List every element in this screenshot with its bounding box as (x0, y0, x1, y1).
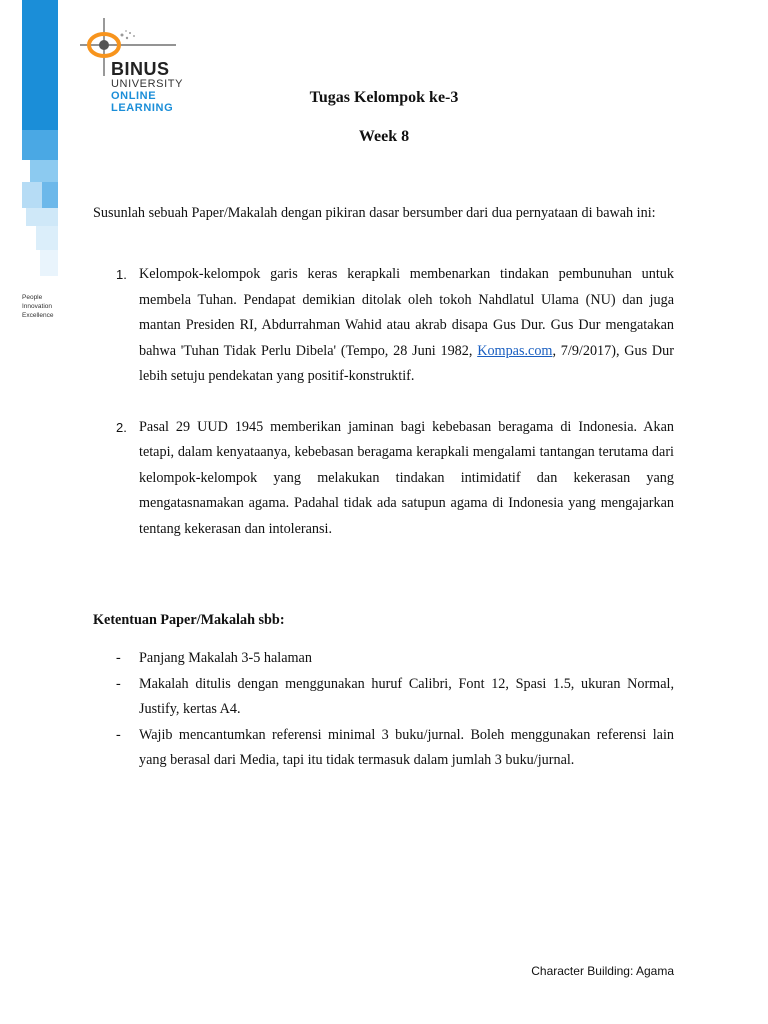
document-title: Tugas Kelompok ke-3 (309, 89, 459, 106)
list-item (93, 262, 674, 390)
document-subtitle: Week 8 (358, 128, 410, 145)
intro-paragraph: Susunlah sebuah Paper/Makalah dengan pikiran dasar bersumber dari dua pernyataan di bawah ini: (93, 205, 656, 221)
list-item (93, 415, 674, 543)
kompas-link[interactable]: Kompas.com (477, 342, 553, 359)
logo-university: UNIVERSITY (111, 78, 184, 90)
item-text: Kelompok-kelompok garis keras kerapkali membenarkan tindakan pembunuhan untuk membela Tuhan. Pendapat demikian ditolak oleh tokoh Nahdlatul Ulama (NU) dan juga mantan Presiden RI, Abdurrahman Wahid atau akrab disapa Gus Dur. Gus Dur mengatakan bahwa 'Tuhan Tidak Perlu Dibela' (Tempo, 28 Juni 1982, (139, 266, 674, 359)
statement-list (93, 262, 674, 542)
tagline-excellence: Excellence (22, 312, 54, 319)
logo-binus: BINUS (111, 59, 170, 79)
tagline (22, 293, 53, 320)
dash-bullet: - (116, 675, 121, 692)
logo-online: ONLINE (111, 90, 157, 102)
item-text-after: , 7/9/2017), Gus Dur lebih setuju pendekatan yang positif-konstruktif. (139, 342, 674, 384)
list-item (93, 672, 674, 723)
list-number: 2. (116, 419, 127, 435)
item-text: Pasal 29 UUD 1945 memberikan jaminan bagi kebebasan beragama di Indonesia. Akan tetapi, dalam kenyataanya, kebebasan beragama kerapkali mengalami tantangan terutama dari kelompok-kelompok yang melakukan tindakan intimidatif dan kekerasan yang mengatasnamakan agama. Padahal tidak ada satupun agama di Indonesia yang mengajarkan tentang kekerasan dan intoleransi. (139, 418, 674, 537)
rule-text: Makalah ditulis dengan menggunakan huruf Calibri, Font 12, Spasi 1.5, ukuran Normal, Justify, kertas A4. (139, 675, 674, 717)
logo-learning: LEARNING (111, 102, 174, 114)
list-item (93, 646, 674, 672)
dash-bullet: - (116, 726, 121, 743)
rules-heading: Ketentuan Paper/Makalah sbb: (93, 612, 285, 628)
page-footer: Character Building: Agama (531, 964, 674, 978)
rules-list (93, 646, 674, 774)
dash-bullet: - (116, 650, 121, 666)
tagline-innovation: Innovation (22, 303, 52, 310)
list-number: 1. (116, 267, 127, 282)
list-item (93, 723, 674, 774)
tagline-people: People (22, 294, 43, 301)
rule-text: Wajib mencantumkan referensi minimal 3 buku/jurnal. Boleh menggunakan referensi lain yang berasal dari Media, tapi itu tidak termasuk dalam jumlah 3 buku/jurnal. (139, 726, 674, 768)
rule-text: Panjang Makalah 3-5 halaman (139, 650, 312, 666)
